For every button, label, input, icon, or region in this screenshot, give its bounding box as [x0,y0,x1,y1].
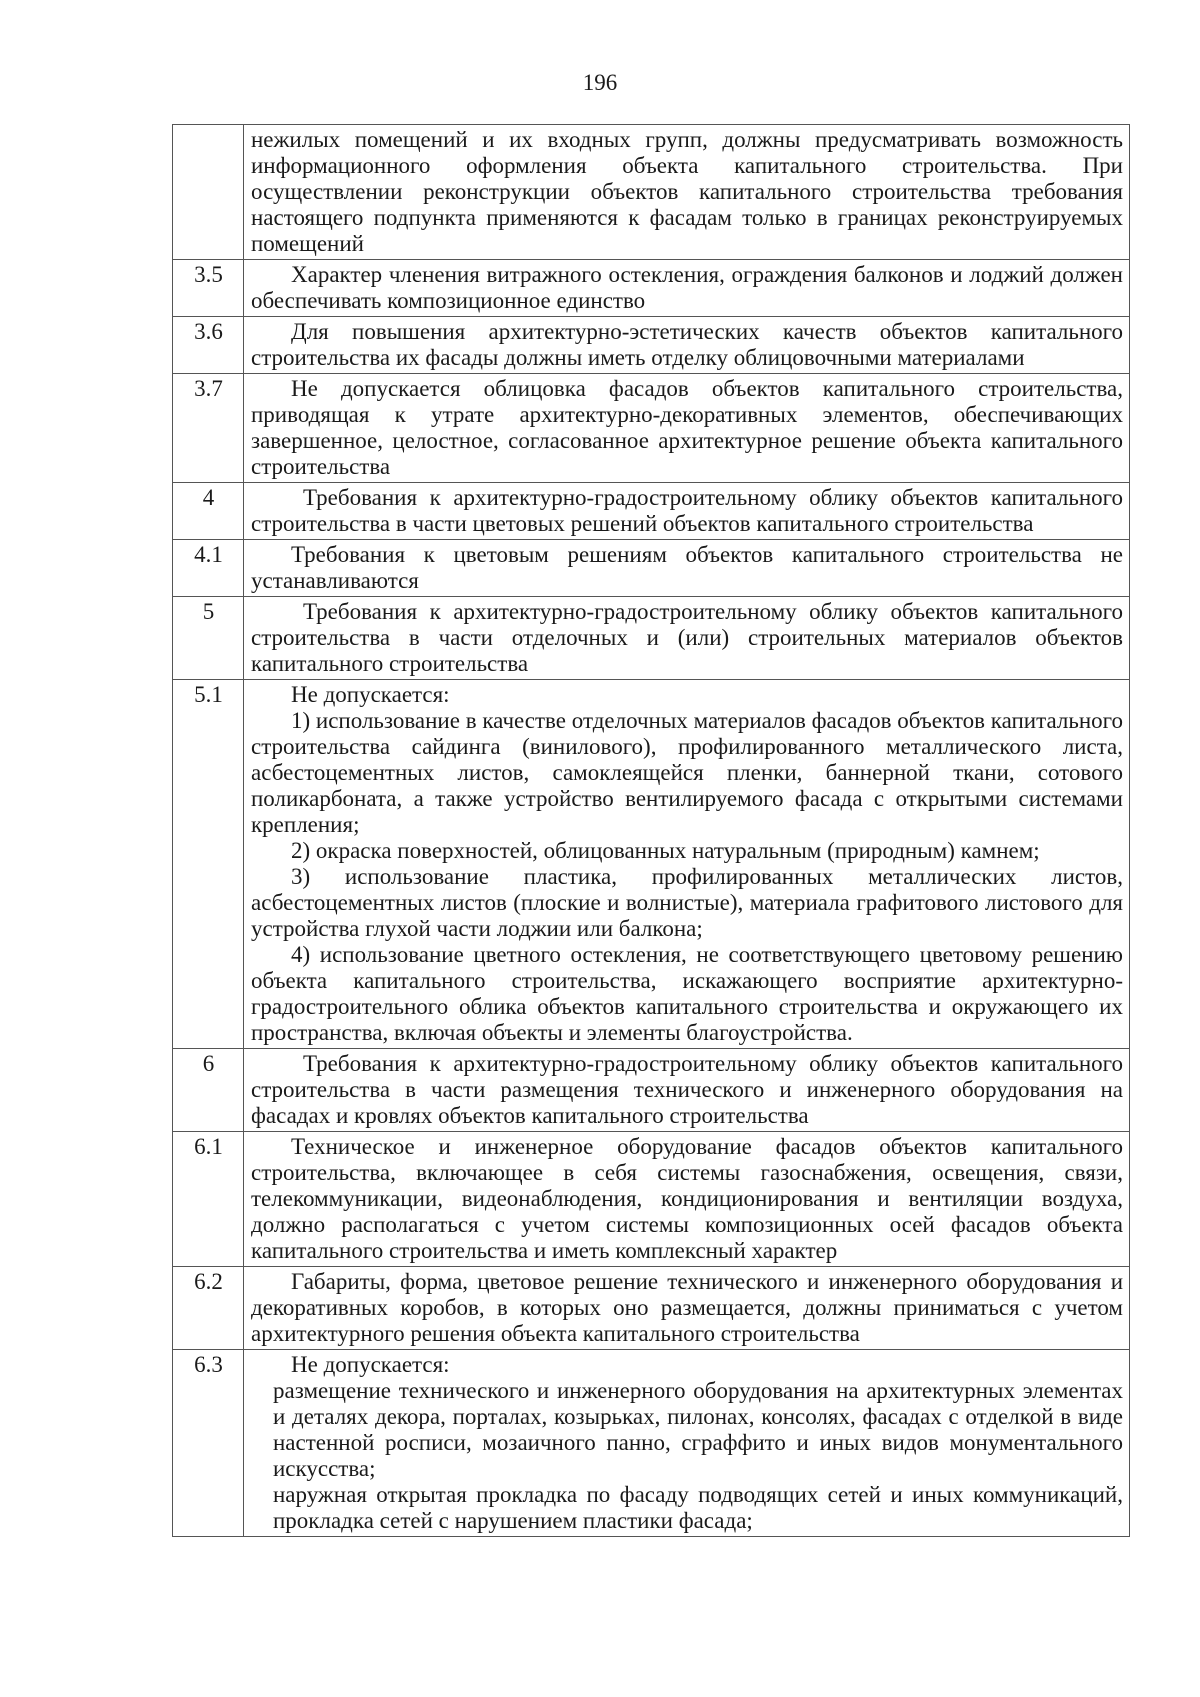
row-number: 4 [173,483,244,540]
row-number: 6.2 [173,1267,244,1350]
row-number: 3.7 [173,374,244,483]
table-row [173,374,1130,483]
table-row [173,125,1130,260]
row-text [244,125,1130,260]
row-text [244,1132,1130,1267]
paragraph: Требования к архитектурно-градостроительному облику объектов капитального строительства в части размещения технического и инженерного оборудования на фасадах и кровлях объектов капитального строительства [251,1051,1123,1128]
row-text [244,680,1130,1049]
paragraph: наружная открытая прокладка по фасаду подводящих сетей и иных коммуникаций, прокладка сетей с нарушением пластики фасада; [273,1482,1123,1533]
row-number: 4.1 [173,540,244,597]
paragraph: Не допускается облицовка фасадов объектов капитального строительства, приводящая к утрате архитектурно-декоративных элементов, обеспечивающих завершенное, целостное, согласованное архитектурное решение объекта капитального строительства [251,376,1123,479]
paragraph: нежилых помещений и их входных групп, должны предусматривать возможность информационного оформления объекта капитального строительства. При осуществлении реконструкции объектов капитального строительства требования настоящего подпункта применяются к фасадам только в границах реконструируемых помещений [251,127,1123,256]
paragraph: 1) использование в качестве отделочных материалов фасадов объектов капитального строительства сайдинга (винилового), профилированного металлического листа, асбестоцементных листов, самоклеящейся пленки, баннерной ткани, сотового поликарбоната, а также устройство вентилируемого фасада с открытыми системами крепления; [251,708,1123,837]
paragraph: Техническое и инженерное оборудование фасадов объектов капитального строительства, включающее в себя системы газоснабжения, освещения, связи, телекоммуникации, видеонаблюдения, кондиционирования и вентиляции воздуха, должно располагаться с учетом системы композиционных осей фасадов объекта капитального строительства и иметь комплексный характер [251,1134,1123,1263]
row-number: 6.1 [173,1132,244,1267]
hanging-list [251,1378,1123,1534]
paragraph: Не допускается: [291,1352,450,1377]
paragraph: Габариты, форма, цветовое решение технического и инженерного оборудования и декоративных коробов, в которых оно размещается, должны приниматься с учетом архитектурного решения объекта капитального строительства [251,1269,1123,1346]
paragraph: Требования к архитектурно-градостроительному облику объектов капитального строительства в части цветовых решений объектов капитального строительства [251,485,1123,536]
row-number: 3.5 [173,260,244,317]
row-text [244,597,1130,680]
table-row [173,483,1130,540]
row-text [244,260,1130,317]
row-number: 5 [173,597,244,680]
paragraph: Требования к архитектурно-градостроительному облику объектов капитального строительства в части отделочных и (или) строительных материалов объектов капитального строительства [251,599,1123,676]
row-text [244,540,1130,597]
table-row [173,1267,1130,1350]
row-number: 3.6 [173,317,244,374]
table-row [173,1049,1130,1132]
paragraph: 4) использование цветного остекления, не соответствующего цветовому решению объекта капитального строительства, искажающего восприятие архитектурно-градостроительного облика объектов капитального строительства и окружающего их пространства, включая объекты и элементы благоустройства. [251,942,1123,1045]
paragraph: Требования к цветовым решениям объектов капитального строительства не устанавливаются [251,542,1123,593]
row-number: 6 [173,1049,244,1132]
requirements-table [172,124,1130,1537]
paragraph: 3) использование пластика, профилированных металлических листов, асбестоцементных листов (плоские и волнистые), материала графитового листового для устройства глухой части лоджии или балкона; [251,864,1123,941]
paragraph: Не допускается: [291,682,450,707]
table-row [173,540,1130,597]
row-text [244,1049,1130,1132]
row-text [244,1350,1130,1537]
paragraph: размещение технического и инженерного оборудования на архитектурных элементах и деталях декора, порталах, козырьках, пилонах, консолях, фасадах с отделкой в виде настенной росписи, мозаичного панно, сграффито и иных видов монументального искусства; [273,1378,1123,1481]
row-text [244,317,1130,374]
table-row [173,1132,1130,1267]
paragraph: Характер членения витражного остекления, ограждения балконов и лоджий должен обеспечивать композиционное единство [251,262,1123,313]
row-number: 6.3 [173,1350,244,1537]
table-row [173,597,1130,680]
table-row [173,1350,1130,1537]
paragraph: Для повышения архитектурно-эстетических качеств объектов капитального строительства их фасады должны иметь отделку облицовочными материалами [251,319,1123,370]
row-text [244,374,1130,483]
paragraph: 2) окраска поверхностей, облицованных натуральным (природным) камнем; [291,838,1040,863]
table-row [173,680,1130,1049]
row-number [173,125,244,260]
page-number: 196 [582,70,618,95]
row-number: 5.1 [173,680,244,1049]
table-row [173,260,1130,317]
row-text [244,1267,1130,1350]
table-row [173,317,1130,374]
row-text [244,483,1130,540]
